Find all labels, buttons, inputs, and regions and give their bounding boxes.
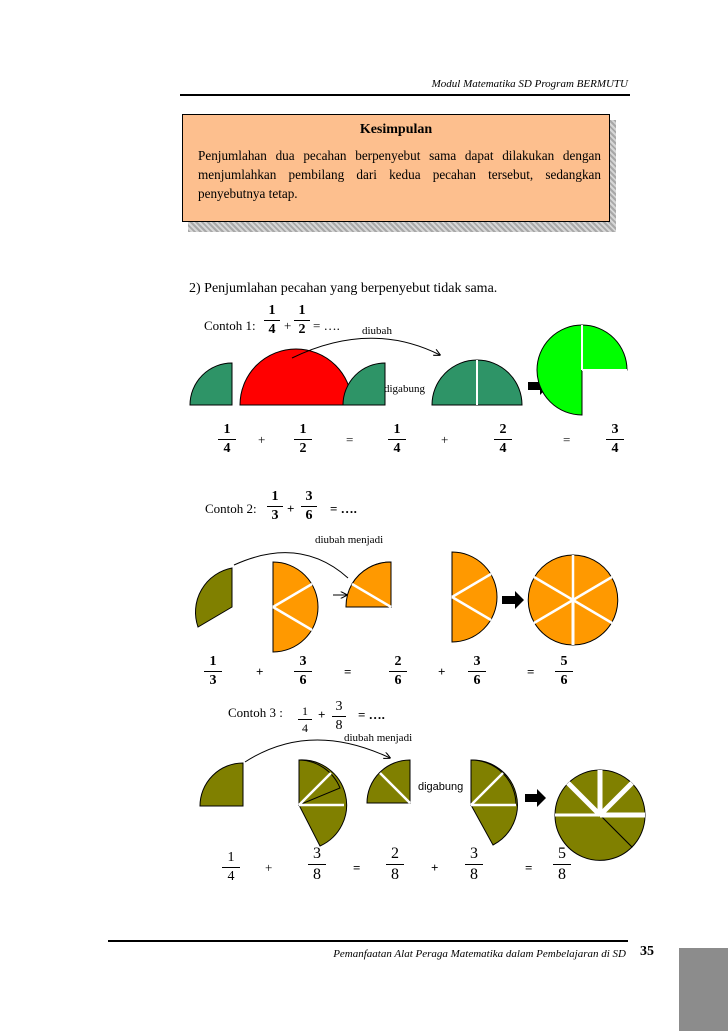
page-number: 35 — [640, 944, 654, 959]
c2-block-arrow — [502, 591, 524, 609]
c1-eq-frac-b: $\frac{1}{2}$ — [294, 304, 310, 337]
c2-op-3: + — [438, 664, 446, 679]
c1-frac-1: $\frac{1}{4}$ — [218, 423, 236, 456]
c3-block-arrow — [525, 789, 546, 807]
c1-frac-5: $\frac{3}{4}$ — [606, 423, 624, 456]
c2-op-2: = — [344, 664, 352, 679]
c1-op-1: + — [258, 432, 266, 447]
c1-frac-4: $\frac{2}{4}$ — [494, 423, 512, 456]
c1-half — [240, 349, 352, 405]
c2-eq-plus: + — [287, 501, 295, 516]
c2-frac-5: $\frac{5}{6}$ — [555, 655, 573, 688]
running-header: Modul Matematika SD Program BERMUTU — [431, 78, 628, 90]
c1-op-3: + — [441, 432, 449, 447]
c2-label: Contoh 2: — [205, 501, 257, 516]
c1-frac-2: $\frac{1}{2}$ — [294, 423, 312, 456]
c3-eq-plus: + — [318, 707, 326, 722]
c1-frac-3: $\frac{1}{4}$ — [388, 423, 406, 456]
c3-eq-equals: = …. — [358, 707, 385, 722]
c1-label: Contoh 1: — [204, 318, 256, 333]
c2-eq-frac-a: $\frac{1}{3}$ — [267, 490, 283, 523]
c3-op-3: + — [431, 860, 439, 875]
c3-frac-2: $\frac{3}{8}$ — [308, 846, 326, 883]
c2-frac-3: $\frac{2}{6}$ — [389, 655, 407, 688]
c2-eq-frac-b: $\frac{3}{6}$ — [301, 490, 317, 523]
c3-frac-5: $\frac{5}{8}$ — [553, 846, 571, 883]
c3-label: Contoh 3 : — [228, 705, 283, 720]
c3-frac-4: $\frac{3}{8}$ — [465, 846, 483, 883]
running-footer: Pemanfaatan Alat Peraga Matematika dalam Pembelajaran di SD — [333, 948, 626, 960]
c3-frac-3: $\frac{2}{8}$ — [386, 846, 404, 883]
c3-op-1: + — [265, 860, 273, 875]
c3-digabung-label: digabung — [418, 781, 464, 793]
c1-eq-plus: + — [284, 318, 292, 333]
c3-op-2: = — [353, 860, 361, 875]
c2-eq-equals: = …. — [330, 501, 357, 516]
c2-frac-4: $\frac{3}{6}$ — [468, 655, 486, 688]
c2-op-1: + — [256, 664, 264, 679]
c1-eq-equals: = …. — [313, 318, 340, 333]
c3-eq-frac-b: $\frac{3}{8}$ — [332, 700, 346, 733]
c1-quarter-2 — [343, 363, 385, 405]
c3-op-4: = — [525, 860, 533, 875]
c3-diubah-label: diubah menjadi — [344, 732, 413, 744]
page-tab-marker — [679, 948, 728, 1031]
c2-op-4: = — [527, 664, 535, 679]
c3-quarter — [200, 763, 243, 806]
kesimpulan-title: Kesimpulan — [359, 122, 433, 137]
c1-quarter-1 — [190, 363, 232, 405]
c2-third — [195, 568, 232, 627]
c1-diubah-label: diubah — [362, 325, 392, 337]
footer-rule — [108, 940, 628, 942]
c2-three-sixths — [273, 562, 318, 652]
c2-three-sixths-b — [452, 552, 497, 642]
c2-frac-1: $\frac{1}{3}$ — [204, 655, 222, 688]
c2-frac-2: $\frac{3}{6}$ — [294, 655, 312, 688]
c1-digabung-label: digabung — [384, 383, 425, 395]
c1-eq-frac-a: $\frac{1}{4}$ — [264, 304, 280, 337]
section-heading: 2) Penjumlahan pecahan yang berpenyebut tidak sama. — [189, 281, 498, 296]
c1-op-4: = — [563, 432, 571, 447]
c3-frac-1: $\frac{1}{4}$ — [222, 851, 240, 884]
kesimpulan-text: Penjumlahan dua pecahan berpenyebut sama dapat dilakukan dengan menjumlahkan pembilang dari kedua pecahan tersebut, sedangkan penyebutnya tetap. — [198, 148, 601, 201]
c1-op-2: = — [346, 432, 354, 447]
c3-eq-frac-a: $\frac{1}{4}$ — [298, 705, 312, 734]
c2-diubah-label: diubah menjadi — [315, 534, 384, 546]
